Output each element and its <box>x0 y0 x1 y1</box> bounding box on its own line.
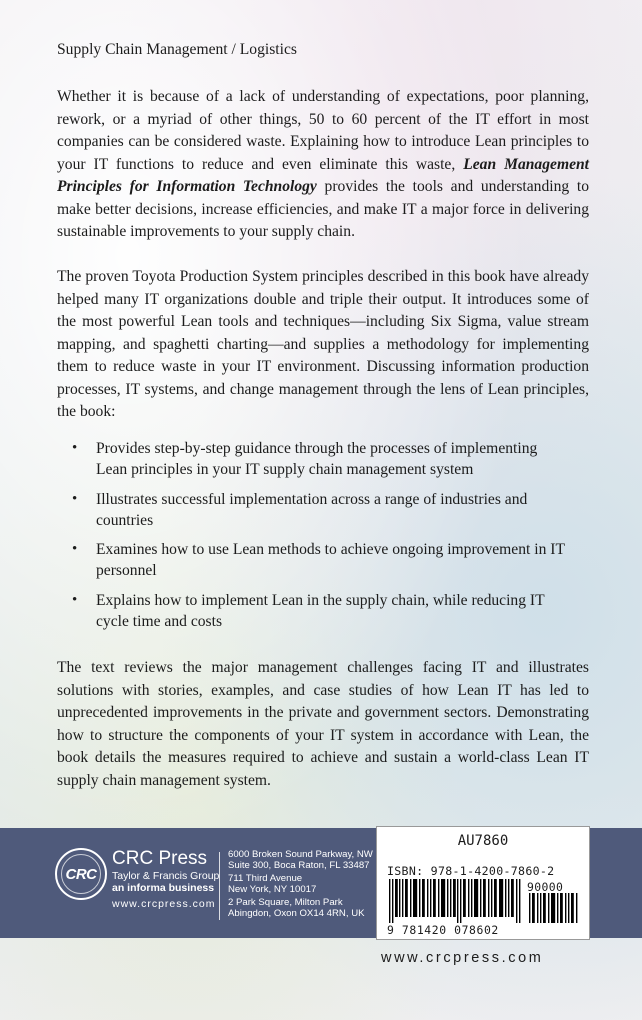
address-line: Suite 300, Boca Raton, FL 33487 <box>228 859 370 871</box>
address-line: 6000 Broken Sound Parkway, NW <box>228 849 373 860</box>
description-paragraph-2 <box>57 266 589 424</box>
paragraph-1-before: Whether it is because of a lack of understanding of expectations, poor planning, rework, or a myriad of other things, 50 to 60 percent of the IT effort in most companies can be considered waste. Explaining how to introduce Lean principles to your IT functions to reduce and even eliminate this waste, <box>57 88 589 173</box>
publisher-addresses <box>228 850 373 919</box>
barcode-number: 9 781420 078602 <box>387 923 499 937</box>
addon-number: 90000 <box>527 880 564 894</box>
bottom-url[interactable]: www.crcpress.com <box>381 950 544 966</box>
publisher-url[interactable]: www.crcpress.com <box>112 898 216 910</box>
barcode-box <box>376 826 590 940</box>
product-code: AU7860 <box>457 833 509 849</box>
publisher-business: an informa business <box>112 882 215 894</box>
address-line: 711 Third Avenue <box>228 873 303 884</box>
publisher-name: CRC Press <box>112 848 208 869</box>
paragraph-3-text: The text reviews the major management challenges facing IT and illustrates solutions with stories, examples, and case studies of how Lean IT has led to unprecedented improvements in the private and government sectors. Demonstrating how to structure the components of your IT system in accordance with Lean, the book details the measures required to achieve and sustain a world-class Lean IT supply chain management system. <box>57 659 589 789</box>
category-label: Supply Chain Management / Logistics <box>57 41 297 58</box>
crc-logo-icon <box>55 848 107 900</box>
address-line: Abingdon, Oxon OX14 4RN, UK <box>228 907 365 919</box>
publisher-info <box>112 848 219 911</box>
bullet-item: • Examines how to use Lean methods to achieve ongoing improvement in IT personnel <box>72 539 572 581</box>
logo-text: CRC <box>65 865 97 883</box>
feature-bullet-list <box>72 438 572 640</box>
bullet-item: • Provides step-by-step guidance through the processes of implementing Lean principles in your IT supply chain management system <box>72 438 572 480</box>
address-line: 2 Park Square, Milton Park <box>228 897 343 908</box>
publisher-group: Taylor & Francis Group <box>112 870 220 882</box>
bullet-item: • Illustrates successful implementation across a range of industries and countries <box>72 489 572 531</box>
book-title: Lean Management Principles for Information Technology <box>57 155 589 195</box>
description-paragraph-1 <box>57 86 589 244</box>
publisher-divider <box>219 852 220 920</box>
address-line: New York, NY 10017 <box>228 883 317 895</box>
description-paragraph-3 <box>57 657 589 792</box>
isbn-label: ISBN: 978-1-4200-7860-2 <box>387 864 555 878</box>
paragraph-2-text: The proven Toyota Production System principles described in this book have already helped many IT organizations double and triple their output. It introduces some of the most powerful Lean tools and techniques—including Six Sigma, value stream mapping, and spaghetti charting—and supplies a methodology for implementing them to reduce waste in your IT environment. Discussing information production processes, IT systems, and change management through the lens of Lean principles, the book: <box>57 268 589 420</box>
bullet-item: • Explains how to implement Lean in the supply chain, while reducing IT cycle time and costs <box>72 590 572 632</box>
paragraph-1-after: provides the tools and understanding to make better decisions, increase efficiencies, and make IT a major force in delivering sustainable improvements to your supply chain. <box>57 178 589 240</box>
